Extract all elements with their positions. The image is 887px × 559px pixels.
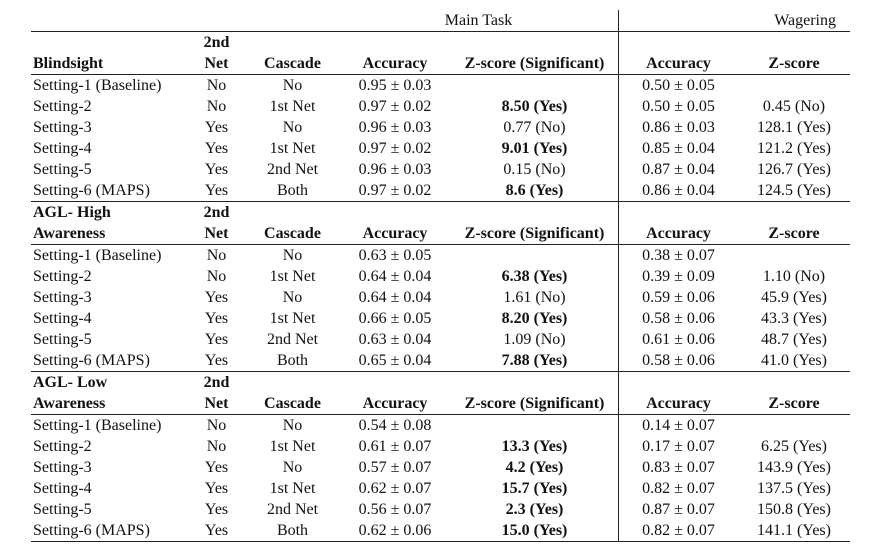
accuracy-cell: 0.61 ± 0.07 bbox=[358, 438, 432, 455]
wagering-accuracy-cell: 0.85 ± 0.04 bbox=[619, 138, 739, 159]
table-row bbox=[31, 266, 850, 287]
accuracy-cell: 0.62 ± 0.07 bbox=[358, 480, 432, 497]
section-header-row-2 bbox=[31, 53, 850, 75]
zscore-cell bbox=[451, 245, 619, 267]
setting-cell: Setting-3 bbox=[33, 119, 92, 136]
spacer bbox=[619, 202, 739, 224]
zscore-cell: 2.3 (Yes) bbox=[505, 501, 564, 518]
table-row bbox=[31, 350, 850, 372]
spacer bbox=[451, 32, 619, 54]
table-row bbox=[31, 117, 850, 138]
wagering-header: Wagering bbox=[619, 10, 851, 32]
second-net-cell: Yes bbox=[187, 520, 246, 542]
col-accuracy-header: Accuracy bbox=[339, 53, 451, 75]
cascade-cell: 2nd Net bbox=[266, 501, 319, 518]
zscore-cell: 8.20 (Yes) bbox=[501, 310, 568, 327]
accuracy-cell: 0.63 ± 0.04 bbox=[358, 331, 432, 348]
accuracy-cell: 0.96 ± 0.03 bbox=[358, 119, 432, 136]
col-cascade-header: Cascade bbox=[246, 393, 339, 415]
wagering-zscore-cell: 124.5 (Yes) bbox=[738, 180, 850, 202]
second-net-cell: No bbox=[206, 417, 227, 434]
zscore-cell: 0.15 (No) bbox=[503, 161, 566, 178]
wagering-accuracy-cell: 0.17 ± 0.07 bbox=[619, 436, 739, 457]
col-wagering-accuracy-header: Accuracy bbox=[619, 53, 739, 75]
wagering-zscore-cell: 41.0 (Yes) bbox=[738, 350, 850, 372]
section-title-line2: Awareness bbox=[31, 223, 187, 245]
table-row bbox=[31, 415, 850, 437]
wagering-accuracy-cell: 0.87 ± 0.07 bbox=[619, 499, 739, 520]
section-header-row-1 bbox=[31, 32, 850, 54]
zscore-cell: 4.2 (Yes) bbox=[505, 459, 564, 476]
zscore-cell: 7.88 (Yes) bbox=[451, 350, 619, 372]
cascade-cell: Both bbox=[246, 350, 339, 372]
second-net-cell: No bbox=[206, 77, 227, 94]
table-row bbox=[31, 75, 850, 97]
table-row bbox=[31, 180, 850, 202]
second-net-cell: Yes bbox=[204, 289, 229, 306]
accuracy-cell: 0.65 ± 0.04 bbox=[339, 350, 451, 372]
spacer bbox=[738, 372, 850, 394]
wagering-accuracy-cell: 0.50 ± 0.05 bbox=[619, 96, 739, 117]
accuracy-cell: 0.66 ± 0.05 bbox=[358, 310, 432, 327]
spacer bbox=[246, 32, 339, 54]
accuracy-cell: 0.97 ± 0.02 bbox=[339, 180, 451, 202]
table-row bbox=[31, 159, 850, 180]
zscore-cell: 1.09 (No) bbox=[503, 331, 566, 348]
wagering-accuracy-cell: 0.58 ± 0.06 bbox=[619, 308, 739, 329]
setting-cell: Setting-6 (MAPS) bbox=[31, 350, 187, 372]
setting-cell: Setting-5 bbox=[33, 331, 92, 348]
wagering-zscore-cell: 143.9 (Yes) bbox=[757, 459, 831, 476]
col-zscore-sig-header: Z-score (Significant) bbox=[451, 223, 619, 245]
cascade-cell: Both bbox=[246, 520, 339, 542]
results-table bbox=[31, 10, 850, 542]
second-net-cell: Yes bbox=[204, 310, 229, 327]
second-net-cell: No bbox=[206, 438, 227, 455]
wagering-accuracy-cell: 0.38 ± 0.07 bbox=[619, 245, 739, 267]
accuracy-cell: 0.56 ± 0.07 bbox=[358, 501, 432, 518]
spacer bbox=[738, 202, 850, 224]
zscore-cell: 15.7 (Yes) bbox=[501, 480, 568, 497]
setting-cell: Setting-2 bbox=[33, 98, 92, 115]
cascade-cell: No bbox=[282, 459, 303, 476]
col-cascade-header: Cascade bbox=[246, 223, 339, 245]
zscore-cell bbox=[451, 75, 619, 97]
second-net-cell: Yes bbox=[204, 161, 229, 178]
wagering-zscore-cell: 137.5 (Yes) bbox=[757, 480, 831, 497]
section-header-row-1 bbox=[31, 372, 850, 394]
table-row bbox=[31, 329, 850, 350]
wagering-accuracy-cell: 0.82 ± 0.07 bbox=[619, 478, 739, 499]
table-row bbox=[31, 499, 850, 520]
section-title-line2: Blindsight bbox=[31, 53, 187, 75]
cascade-cell: 1st Net bbox=[269, 98, 316, 115]
setting-cell: Setting-4 bbox=[33, 140, 92, 157]
section-header-row-2 bbox=[31, 223, 850, 245]
section-header-row-1 bbox=[31, 202, 850, 224]
accuracy-cell: 0.64 ± 0.04 bbox=[358, 268, 432, 285]
main-task-header: Main Task bbox=[444, 12, 513, 29]
cascade-cell: 2nd Net bbox=[266, 161, 319, 178]
table-row bbox=[31, 520, 850, 542]
spacer bbox=[451, 202, 619, 224]
table-row bbox=[31, 457, 850, 478]
col-wagering-zscore-header: Z-score bbox=[738, 393, 850, 415]
section-title-line1 bbox=[31, 32, 187, 54]
wagering-zscore-cell: 128.1 (Yes) bbox=[757, 119, 831, 136]
second-net-cell: Yes bbox=[204, 119, 229, 136]
wagering-zscore-cell bbox=[738, 245, 850, 267]
cascade-cell: 1st Net bbox=[269, 268, 316, 285]
col-wagering-zscore-header: Z-score bbox=[738, 53, 850, 75]
setting-cell: Setting-1 (Baseline) bbox=[33, 77, 162, 94]
wagering-zscore-cell: 48.7 (Yes) bbox=[761, 331, 827, 348]
second-net-cell: No bbox=[206, 247, 227, 264]
col-cascade-header: Cascade bbox=[246, 53, 339, 75]
setting-cell: Setting-2 bbox=[33, 438, 92, 455]
cascade-cell: No bbox=[282, 77, 303, 94]
spacer bbox=[619, 32, 739, 54]
col-wagering-zscore-header: Z-score bbox=[738, 223, 850, 245]
accuracy-cell: 0.54 ± 0.08 bbox=[358, 417, 432, 434]
cascade-cell: Both bbox=[246, 180, 339, 202]
wagering-zscore-cell: 43.3 (Yes) bbox=[761, 310, 827, 327]
setting-cell: Setting-3 bbox=[33, 289, 92, 306]
accuracy-cell: 0.97 ± 0.02 bbox=[358, 140, 432, 157]
col-zscore-sig-header: Z-score (Significant) bbox=[451, 53, 619, 75]
accuracy-cell: 0.95 ± 0.03 bbox=[358, 77, 432, 94]
wagering-accuracy-cell: 0.86 ± 0.03 bbox=[619, 117, 739, 138]
table-row bbox=[31, 245, 850, 267]
setting-cell: Setting-2 bbox=[33, 268, 92, 285]
col-accuracy-header: Accuracy bbox=[339, 393, 451, 415]
second-net-cell: Yes bbox=[204, 140, 229, 157]
setting-cell: Setting-6 (MAPS) bbox=[31, 520, 187, 542]
wagering-accuracy-cell: 0.50 ± 0.05 bbox=[619, 75, 739, 97]
col-second-net-line1: 2nd bbox=[187, 372, 246, 394]
col-second-net-line1: 2nd bbox=[187, 202, 246, 224]
section-title-line1: AGL- High bbox=[31, 202, 187, 224]
second-net-cell: Yes bbox=[204, 331, 229, 348]
wagering-accuracy-cell: 0.82 ± 0.07 bbox=[619, 520, 739, 542]
section-title-line2: Awareness bbox=[31, 393, 187, 415]
cascade-cell: 1st Net bbox=[269, 438, 316, 455]
col-second-net-line1: 2nd bbox=[187, 32, 246, 54]
wagering-accuracy-cell: 0.58 ± 0.06 bbox=[619, 350, 739, 372]
spacer bbox=[339, 32, 451, 54]
setting-cell: Setting-4 bbox=[33, 480, 92, 497]
spacer bbox=[451, 372, 619, 394]
wagering-zscore-cell: 45.9 (Yes) bbox=[761, 289, 827, 306]
col-wagering-accuracy-header: Accuracy bbox=[619, 393, 739, 415]
second-net-cell: No bbox=[206, 268, 227, 285]
setting-cell: Setting-1 (Baseline) bbox=[33, 247, 162, 264]
wagering-accuracy-cell: 0.39 ± 0.09 bbox=[619, 266, 739, 287]
table-row bbox=[31, 308, 850, 329]
setting-cell: Setting-5 bbox=[33, 501, 92, 518]
table-row bbox=[31, 138, 850, 159]
accuracy-cell: 0.57 ± 0.07 bbox=[358, 459, 432, 476]
cascade-cell: 1st Net bbox=[269, 480, 316, 497]
setting-cell: Setting-3 bbox=[33, 459, 92, 476]
cascade-cell: No bbox=[282, 289, 303, 306]
table-row bbox=[31, 436, 850, 457]
wagering-zscore-cell: 121.2 (Yes) bbox=[757, 140, 831, 157]
table-row bbox=[31, 287, 850, 308]
section-title-line1: AGL- Low bbox=[31, 372, 187, 394]
spacer bbox=[738, 32, 850, 54]
wagering-zscore-cell: 141.1 (Yes) bbox=[738, 520, 850, 542]
accuracy-cell: 0.64 ± 0.04 bbox=[358, 289, 432, 306]
wagering-zscore-cell bbox=[738, 415, 850, 437]
second-net-cell: Yes bbox=[204, 459, 229, 476]
accuracy-cell: 0.63 ± 0.05 bbox=[358, 247, 432, 264]
wagering-accuracy-cell: 0.59 ± 0.06 bbox=[619, 287, 739, 308]
col-second-net-line2: Net bbox=[187, 53, 246, 75]
zscore-cell: 15.0 (Yes) bbox=[451, 520, 619, 542]
cascade-cell: No bbox=[282, 247, 303, 264]
zscore-cell bbox=[451, 415, 619, 437]
second-net-cell: Yes bbox=[187, 350, 246, 372]
setting-cell: Setting-6 (MAPS) bbox=[31, 180, 187, 202]
col-second-net-line2: Net bbox=[187, 393, 246, 415]
cascade-cell: 1st Net bbox=[269, 140, 316, 157]
wagering-zscore-cell: 126.7 (Yes) bbox=[757, 161, 831, 178]
table-row bbox=[31, 478, 850, 499]
zscore-cell: 8.6 (Yes) bbox=[451, 180, 619, 202]
zscore-cell: 8.50 (Yes) bbox=[501, 98, 568, 115]
col-second-net-line2: Net bbox=[187, 223, 246, 245]
second-net-cell: No bbox=[206, 98, 227, 115]
cascade-cell: 1st Net bbox=[269, 310, 316, 327]
zscore-cell: 13.3 (Yes) bbox=[501, 438, 568, 455]
wagering-accuracy-cell: 0.86 ± 0.04 bbox=[619, 180, 739, 202]
col-zscore-sig-header: Z-score (Significant) bbox=[451, 393, 619, 415]
wagering-accuracy-cell: 0.61 ± 0.06 bbox=[619, 329, 739, 350]
group-header-row bbox=[31, 10, 850, 32]
wagering-zscore-cell bbox=[738, 75, 850, 97]
zscore-cell: 1.61 (No) bbox=[503, 289, 566, 306]
wagering-zscore-cell: 150.8 (Yes) bbox=[757, 501, 831, 518]
second-net-cell: Yes bbox=[187, 180, 246, 202]
spacer bbox=[246, 202, 339, 224]
accuracy-cell: 0.62 ± 0.06 bbox=[339, 520, 451, 542]
col-wagering-accuracy-header: Accuracy bbox=[619, 223, 739, 245]
setting-cell: Setting-5 bbox=[33, 161, 92, 178]
zscore-cell: 0.77 (No) bbox=[503, 119, 566, 136]
accuracy-cell: 0.96 ± 0.03 bbox=[358, 161, 432, 178]
zscore-cell: 6.38 (Yes) bbox=[501, 268, 568, 285]
spacer bbox=[619, 372, 739, 394]
wagering-accuracy-cell: 0.83 ± 0.07 bbox=[619, 457, 739, 478]
accuracy-cell: 0.97 ± 0.02 bbox=[358, 98, 432, 115]
spacer bbox=[339, 372, 451, 394]
setting-cell: Setting-1 (Baseline) bbox=[33, 417, 162, 434]
second-net-cell: Yes bbox=[204, 480, 229, 497]
wagering-zscore-cell: 0.45 (No) bbox=[762, 98, 826, 115]
wagering-accuracy-cell: 0.87 ± 0.04 bbox=[619, 159, 739, 180]
results-table-body bbox=[31, 10, 850, 542]
section-header-row-2 bbox=[31, 393, 850, 415]
table-row bbox=[31, 96, 850, 117]
cascade-cell: No bbox=[282, 417, 303, 434]
wagering-accuracy-cell: 0.14 ± 0.07 bbox=[619, 415, 739, 437]
wagering-zscore-cell: 6.25 (Yes) bbox=[761, 438, 827, 455]
wagering-zscore-cell: 1.10 (No) bbox=[762, 268, 826, 285]
spacer bbox=[246, 372, 339, 394]
col-accuracy-header: Accuracy bbox=[339, 223, 451, 245]
setting-cell: Setting-4 bbox=[33, 310, 92, 327]
second-net-cell: Yes bbox=[204, 501, 229, 518]
cascade-cell: No bbox=[282, 119, 303, 136]
cascade-cell: 2nd Net bbox=[266, 331, 319, 348]
zscore-cell: 9.01 (Yes) bbox=[501, 140, 568, 157]
spacer bbox=[339, 202, 451, 224]
